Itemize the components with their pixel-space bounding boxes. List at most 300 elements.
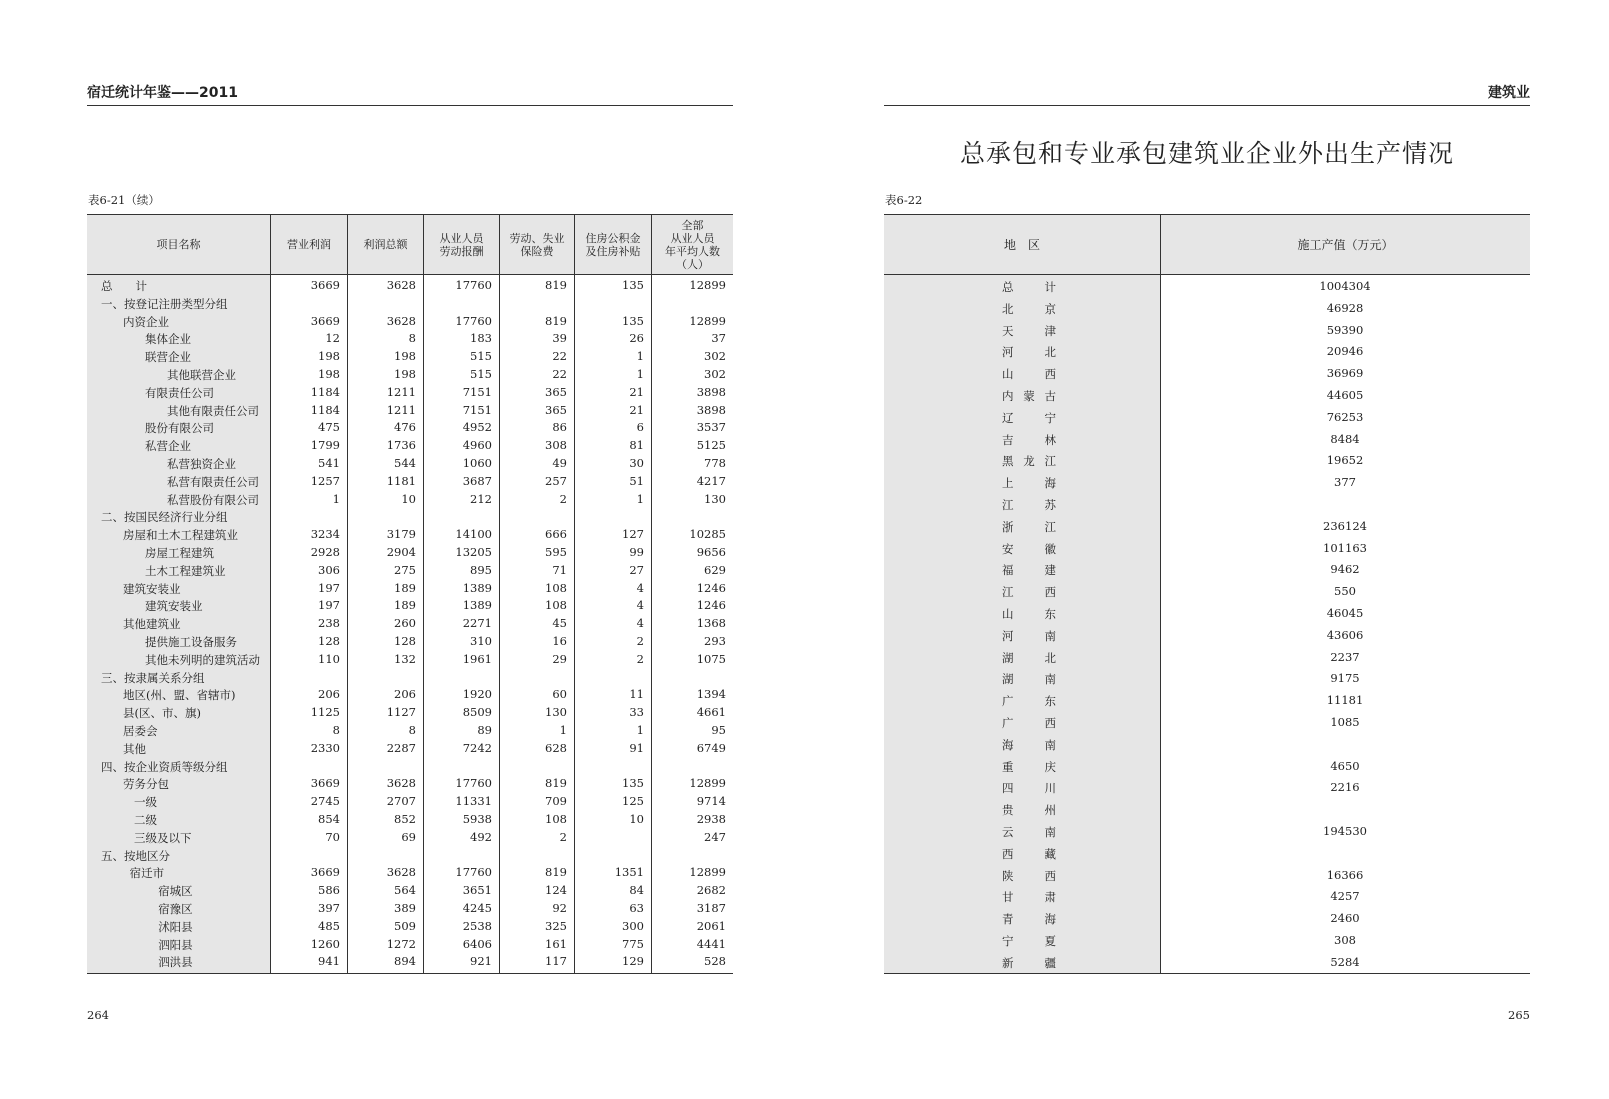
cell-value: 17760 — [455, 776, 492, 791]
cell-value: 293 — [704, 634, 726, 648]
cell-value: 4952 — [462, 420, 492, 435]
cell-value: 3628 — [386, 278, 416, 292]
table-row — [884, 495, 1530, 515]
table-row — [87, 633, 733, 651]
region-name: 陕西 — [1002, 868, 1056, 883]
cell-value: 1 — [636, 491, 644, 506]
row-label: 泗洪县 — [158, 955, 193, 970]
table-row — [884, 800, 1530, 820]
table-row — [87, 277, 733, 295]
row-label: 其他 — [123, 741, 146, 756]
output-value: 2237 — [1330, 649, 1360, 664]
cell-value: 852 — [394, 812, 416, 826]
cell-value: 389 — [394, 901, 416, 915]
cell-value: 2938 — [696, 812, 726, 826]
row-label: 私营独资企业 — [167, 457, 236, 471]
cell-value: 22 — [552, 349, 567, 364]
cell-value: 22 — [552, 367, 567, 381]
cell-value: 17760 — [455, 313, 492, 328]
cell-value: 21 — [629, 384, 644, 399]
cell-value: 89 — [477, 723, 492, 737]
cell-value: 95 — [711, 723, 726, 737]
cell-value: 128 — [394, 634, 416, 648]
cell-value: 84 — [629, 883, 644, 898]
table-row — [87, 686, 733, 704]
output-value: 377 — [1334, 475, 1356, 490]
output-value: 4257 — [1330, 889, 1360, 904]
cell-value: 130 — [704, 491, 726, 506]
output-value: 308 — [1334, 933, 1356, 947]
cell-value: 135 — [622, 313, 644, 328]
region-name: 重庆 — [1002, 759, 1056, 774]
cell-value: 2745 — [310, 794, 340, 809]
table-row — [87, 936, 733, 954]
cell-value: 3898 — [696, 402, 726, 417]
cell-value: 941 — [318, 954, 340, 969]
table-row — [884, 757, 1530, 777]
table-row — [884, 386, 1530, 406]
cell-value: 30 — [629, 456, 644, 470]
region-name: 西藏 — [1002, 846, 1056, 861]
cell-value: 10 — [629, 812, 644, 826]
cell-value: 2682 — [696, 883, 726, 898]
table-row — [87, 829, 733, 847]
table-row — [87, 918, 733, 936]
cell-value: 189 — [394, 580, 416, 595]
output-value: 76253 — [1326, 409, 1364, 424]
cell-value: 135 — [622, 278, 644, 292]
table-row — [884, 473, 1530, 493]
table-row — [87, 704, 733, 722]
cell-value: 127 — [622, 527, 644, 542]
row-label: 集体企业 — [145, 332, 191, 347]
cell-value: 595 — [545, 545, 567, 559]
row-label: 联营企业 — [145, 350, 191, 365]
cell-value: 3537 — [696, 420, 726, 435]
region-name: 海南 — [1002, 737, 1056, 752]
cell-value: 10285 — [689, 527, 726, 542]
cell-value: 81 — [629, 438, 644, 453]
table-row — [87, 953, 733, 971]
row-label: 其他联营企业 — [167, 368, 236, 382]
table-row — [87, 384, 733, 402]
row-label: 其他建筑业 — [123, 617, 181, 632]
row-label: 私营股份有限公司 — [167, 492, 259, 507]
table-row — [884, 822, 1530, 842]
cell-value: 197 — [318, 598, 340, 613]
table-row — [87, 580, 733, 598]
cell-value: 189 — [394, 598, 416, 613]
cell-value: 541 — [318, 456, 340, 470]
cell-value: 775 — [622, 936, 644, 951]
cell-value: 260 — [394, 616, 416, 631]
cell-value: 9656 — [696, 545, 726, 559]
cell-value: 16 — [552, 634, 567, 648]
cell-value: 63 — [629, 901, 644, 915]
cell-value: 564 — [394, 883, 416, 898]
cell-value: 2 — [559, 829, 567, 844]
row-label: 五、按地区分 — [101, 848, 170, 863]
cell-value: 3179 — [386, 527, 416, 542]
output-value: 2460 — [1330, 911, 1360, 926]
row-label: 其他未列明的建筑活动 — [145, 652, 260, 667]
cell-value: 3628 — [386, 865, 416, 880]
cell-value: 12899 — [689, 865, 726, 880]
cell-value: 1260 — [310, 936, 340, 951]
cell-value: 12 — [325, 331, 340, 346]
page-number: 265 — [1508, 1008, 1530, 1022]
row-label: 总 计 — [101, 279, 147, 293]
table-row — [87, 758, 733, 776]
cell-value: 854 — [318, 812, 340, 826]
row-label: 建筑安装业 — [123, 581, 181, 596]
page-number: 264 — [87, 1008, 109, 1022]
cell-value: 1125 — [310, 705, 340, 720]
region-name: 新疆 — [1002, 955, 1056, 970]
table-row — [87, 437, 733, 455]
row-label: 四、按企业资质等级分组 — [101, 759, 228, 774]
cell-value: 6749 — [696, 740, 726, 755]
cell-value: 206 — [394, 687, 416, 702]
cell-value: 183 — [470, 331, 492, 346]
region-name: 河南 — [1002, 628, 1056, 643]
cell-value: 2 — [559, 491, 567, 506]
region-name: 上海 — [1002, 476, 1056, 491]
cell-value: 198 — [318, 367, 340, 381]
table-row — [87, 562, 733, 580]
table-row — [884, 844, 1530, 864]
running-head — [87, 86, 733, 106]
row-label: 地区(州、盟、省辖市) — [123, 688, 236, 703]
cell-value: 306 — [318, 562, 340, 577]
cell-value: 5938 — [462, 812, 492, 826]
cell-value: 129 — [622, 954, 644, 969]
cell-value: 4 — [636, 580, 644, 595]
table-row — [87, 669, 733, 687]
cell-value: 12899 — [689, 313, 726, 328]
cell-value: 71 — [552, 562, 567, 577]
cell-value: 365 — [545, 402, 567, 417]
table-row — [884, 669, 1530, 689]
header-region: 地 区 — [1003, 238, 1040, 252]
cell-value: 9714 — [696, 794, 726, 809]
cell-value: 117 — [545, 954, 567, 969]
output-value: 101163 — [1323, 540, 1367, 555]
cell-value: 135 — [622, 776, 644, 791]
column-header: 利润总额 — [347, 215, 423, 274]
chapter-title: 建筑业 — [1488, 85, 1530, 101]
cell-value: 819 — [545, 776, 567, 791]
cell-value: 45 — [552, 616, 567, 631]
cell-value: 2330 — [310, 740, 340, 755]
cell-value: 515 — [470, 367, 492, 381]
cell-value: 4245 — [462, 901, 492, 915]
table-row — [87, 348, 733, 366]
cell-value: 1211 — [386, 384, 416, 399]
table-row — [884, 517, 1530, 537]
cell-value: 128 — [318, 634, 340, 648]
table-row — [87, 544, 733, 562]
table-row — [87, 882, 733, 900]
region-name: 河北 — [1002, 345, 1056, 360]
cell-value: 4661 — [696, 705, 726, 720]
cell-value: 3669 — [310, 865, 340, 880]
cell-value: 1211 — [386, 402, 416, 417]
table-number: 表6-21（续） — [88, 193, 160, 207]
cell-value: 2904 — [386, 545, 416, 559]
cell-value: 1246 — [696, 580, 726, 595]
cell-value: 10 — [401, 491, 416, 506]
cell-value: 1799 — [310, 438, 340, 453]
table-row — [87, 740, 733, 758]
cell-value: 1060 — [462, 456, 492, 470]
output-value: 4650 — [1330, 758, 1360, 773]
cell-value: 12899 — [689, 776, 726, 791]
cell-value: 3669 — [310, 776, 340, 791]
table-row — [87, 526, 733, 544]
cell-value: 3898 — [696, 384, 726, 399]
table-row — [87, 722, 733, 740]
table-row — [87, 313, 733, 331]
region-name: 江苏 — [1002, 498, 1056, 512]
table-row — [87, 295, 733, 313]
cell-value: 70 — [325, 829, 340, 844]
cell-value: 161 — [545, 936, 567, 951]
table-row — [884, 931, 1530, 951]
output-value: 9175 — [1330, 671, 1360, 686]
output-value: 550 — [1334, 584, 1356, 599]
cell-value: 69 — [401, 829, 416, 844]
cell-value: 29 — [552, 651, 567, 666]
cell-value: 1961 — [462, 651, 492, 666]
table-row — [87, 900, 733, 918]
cell-value: 1 — [332, 491, 340, 506]
table-header — [884, 214, 1530, 275]
table-row — [884, 691, 1530, 711]
region-name: 湖南 — [1002, 672, 1056, 687]
row-label: 一、按登记注册类型分组 — [101, 296, 228, 311]
cell-value: 14100 — [455, 527, 492, 542]
column-header: 从业人员 劳动报酬 — [423, 215, 499, 274]
output-value: 8484 — [1330, 431, 1360, 446]
row-label: 其他有限责任公司 — [167, 403, 259, 418]
region-name: 天津 — [1002, 323, 1056, 338]
left-page — [87, 0, 733, 1099]
region-name: 江西 — [1002, 585, 1056, 600]
row-label: 一级 — [134, 795, 157, 810]
cell-value: 1 — [559, 723, 567, 737]
cell-value: 397 — [318, 901, 340, 915]
table-row — [87, 455, 733, 473]
cell-value: 3669 — [310, 278, 340, 292]
row-label: 二级 — [134, 813, 157, 827]
cell-value: 3687 — [462, 473, 492, 488]
cell-value: 27 — [629, 562, 644, 577]
row-label: 土木工程建筑业 — [145, 563, 226, 578]
cell-value: 2928 — [310, 545, 340, 559]
table-row — [884, 648, 1530, 668]
cell-value: 8 — [332, 723, 340, 737]
cell-value: 37 — [711, 331, 726, 346]
cell-value: 2 — [636, 651, 644, 666]
cell-value: 238 — [318, 616, 340, 631]
row-label: 劳务分包 — [123, 777, 169, 792]
cell-value: 108 — [545, 580, 567, 595]
table-body — [884, 275, 1530, 974]
region-name: 山东 — [1002, 607, 1056, 621]
table-row — [884, 713, 1530, 733]
output-value: 11181 — [1326, 693, 1364, 708]
row-label: 提供施工设备服务 — [145, 635, 237, 649]
cell-value: 1184 — [310, 384, 340, 399]
row-label: 私营有限责任公司 — [167, 474, 259, 489]
table-row — [884, 582, 1530, 602]
table-row — [884, 887, 1530, 907]
cell-value: 819 — [545, 278, 567, 292]
table-row — [884, 626, 1530, 646]
region-name: 总计 — [1002, 280, 1056, 294]
cell-value: 709 — [545, 794, 567, 809]
output-value: 46928 — [1326, 300, 1364, 315]
cell-value: 1368 — [696, 616, 726, 631]
row-label: 二、按国民经济行业分组 — [101, 510, 228, 525]
table-row — [87, 847, 733, 865]
cell-value: 819 — [545, 313, 567, 328]
cell-value: 11331 — [455, 794, 492, 809]
cell-value: 586 — [318, 883, 340, 898]
table-row — [884, 866, 1530, 886]
region-name: 北京 — [1002, 301, 1056, 316]
cell-value: 1 — [636, 349, 644, 364]
cell-value: 819 — [545, 865, 567, 880]
table-row — [87, 597, 733, 615]
cell-value: 3187 — [696, 901, 726, 915]
table-row — [884, 430, 1530, 450]
cell-value: 921 — [470, 954, 492, 969]
cell-value: 308 — [545, 438, 567, 453]
cell-value: 1389 — [462, 580, 492, 595]
running-head — [884, 86, 1530, 106]
table-body — [87, 275, 733, 974]
row-label: 建筑安装业 — [145, 599, 203, 614]
cell-value: 130 — [545, 705, 567, 720]
cell-value: 51 — [629, 473, 644, 488]
header-output-value: 施工产值（万元） — [1160, 215, 1530, 274]
cell-value: 91 — [629, 740, 644, 755]
cell-value: 6406 — [462, 936, 492, 951]
column-header: 全部 从业人员 年平均人数 （人） — [651, 215, 733, 274]
column-header: 住房公积金 及住房补贴 — [574, 215, 651, 274]
region-name: 广东 — [1002, 694, 1056, 709]
row-label: 宿城区 — [158, 884, 193, 899]
cell-value: 2061 — [696, 918, 726, 933]
table-row — [884, 909, 1530, 929]
table-row — [884, 539, 1530, 559]
table-row — [884, 735, 1530, 755]
cell-value: 1181 — [386, 473, 416, 488]
cell-value: 1272 — [386, 936, 416, 951]
region-name: 湖北 — [1002, 650, 1056, 665]
output-value: 5284 — [1330, 954, 1360, 969]
column-header: 营业利润 — [270, 215, 347, 274]
cell-value: 485 — [318, 918, 340, 933]
row-label: 股份有限公司 — [145, 421, 214, 436]
cell-value: 628 — [545, 740, 567, 755]
cell-value: 2 — [636, 634, 644, 648]
table-row — [87, 402, 733, 420]
table-number: 表6-22 — [885, 193, 923, 207]
table-row — [884, 364, 1530, 384]
row-label: 内资企业 — [123, 314, 169, 329]
cell-value: 1 — [636, 723, 644, 737]
cell-value: 198 — [394, 367, 416, 381]
region-name: 山西 — [1002, 367, 1056, 382]
cell-value: 2538 — [462, 918, 492, 933]
cell-value: 60 — [552, 687, 567, 702]
column-header: 项目名称 — [156, 238, 201, 251]
cell-value: 3669 — [310, 313, 340, 328]
cell-value: 528 — [704, 954, 726, 969]
row-label: 三、按隶属关系分组 — [101, 670, 205, 685]
output-value: 46045 — [1326, 606, 1364, 620]
table-row — [87, 651, 733, 669]
cell-value: 39 — [552, 331, 567, 346]
cell-value: 49 — [552, 456, 567, 470]
region-name: 福建 — [1002, 563, 1056, 578]
output-value: 20946 — [1326, 344, 1364, 359]
table-row — [884, 778, 1530, 798]
row-label: 泗阳县 — [158, 937, 193, 952]
cell-value: 1257 — [310, 473, 340, 488]
cell-value: 475 — [318, 420, 340, 435]
row-label: 房屋和土木工程建筑业 — [123, 528, 238, 543]
cell-value: 8 — [408, 723, 416, 737]
right-page — [884, 0, 1530, 1099]
table-row — [884, 299, 1530, 319]
table-row — [87, 864, 733, 882]
cell-value: 325 — [545, 918, 567, 933]
cell-value: 17760 — [455, 278, 492, 292]
cell-value: 247 — [704, 829, 726, 844]
cell-value: 302 — [704, 349, 726, 364]
cell-value: 124 — [545, 883, 567, 898]
output-value: 43606 — [1326, 627, 1364, 642]
cell-value: 17760 — [455, 865, 492, 880]
row-label: 沭阳县 — [158, 919, 193, 934]
cell-value: 302 — [704, 367, 726, 381]
cell-value: 33 — [629, 705, 644, 720]
cell-value: 894 — [394, 954, 416, 969]
cell-value: 198 — [394, 349, 416, 364]
output-value: 19652 — [1326, 453, 1364, 468]
cell-value: 7242 — [462, 740, 492, 755]
cell-value: 7151 — [462, 402, 492, 417]
region-name: 四川 — [1002, 781, 1056, 796]
cell-value: 2271 — [462, 616, 492, 631]
table-row — [884, 408, 1530, 428]
cell-value: 1246 — [696, 598, 726, 613]
table-row — [884, 321, 1530, 341]
table-row — [87, 491, 733, 509]
table-row — [87, 419, 733, 437]
output-value: 9462 — [1330, 562, 1360, 577]
yearbook-title: 宿迁统计年鉴——2011 — [87, 85, 238, 101]
region-name: 广西 — [1002, 716, 1056, 730]
cell-value: 492 — [470, 829, 492, 844]
cell-value: 7151 — [462, 384, 492, 399]
table-row — [884, 451, 1530, 471]
cell-value: 86 — [552, 420, 567, 435]
